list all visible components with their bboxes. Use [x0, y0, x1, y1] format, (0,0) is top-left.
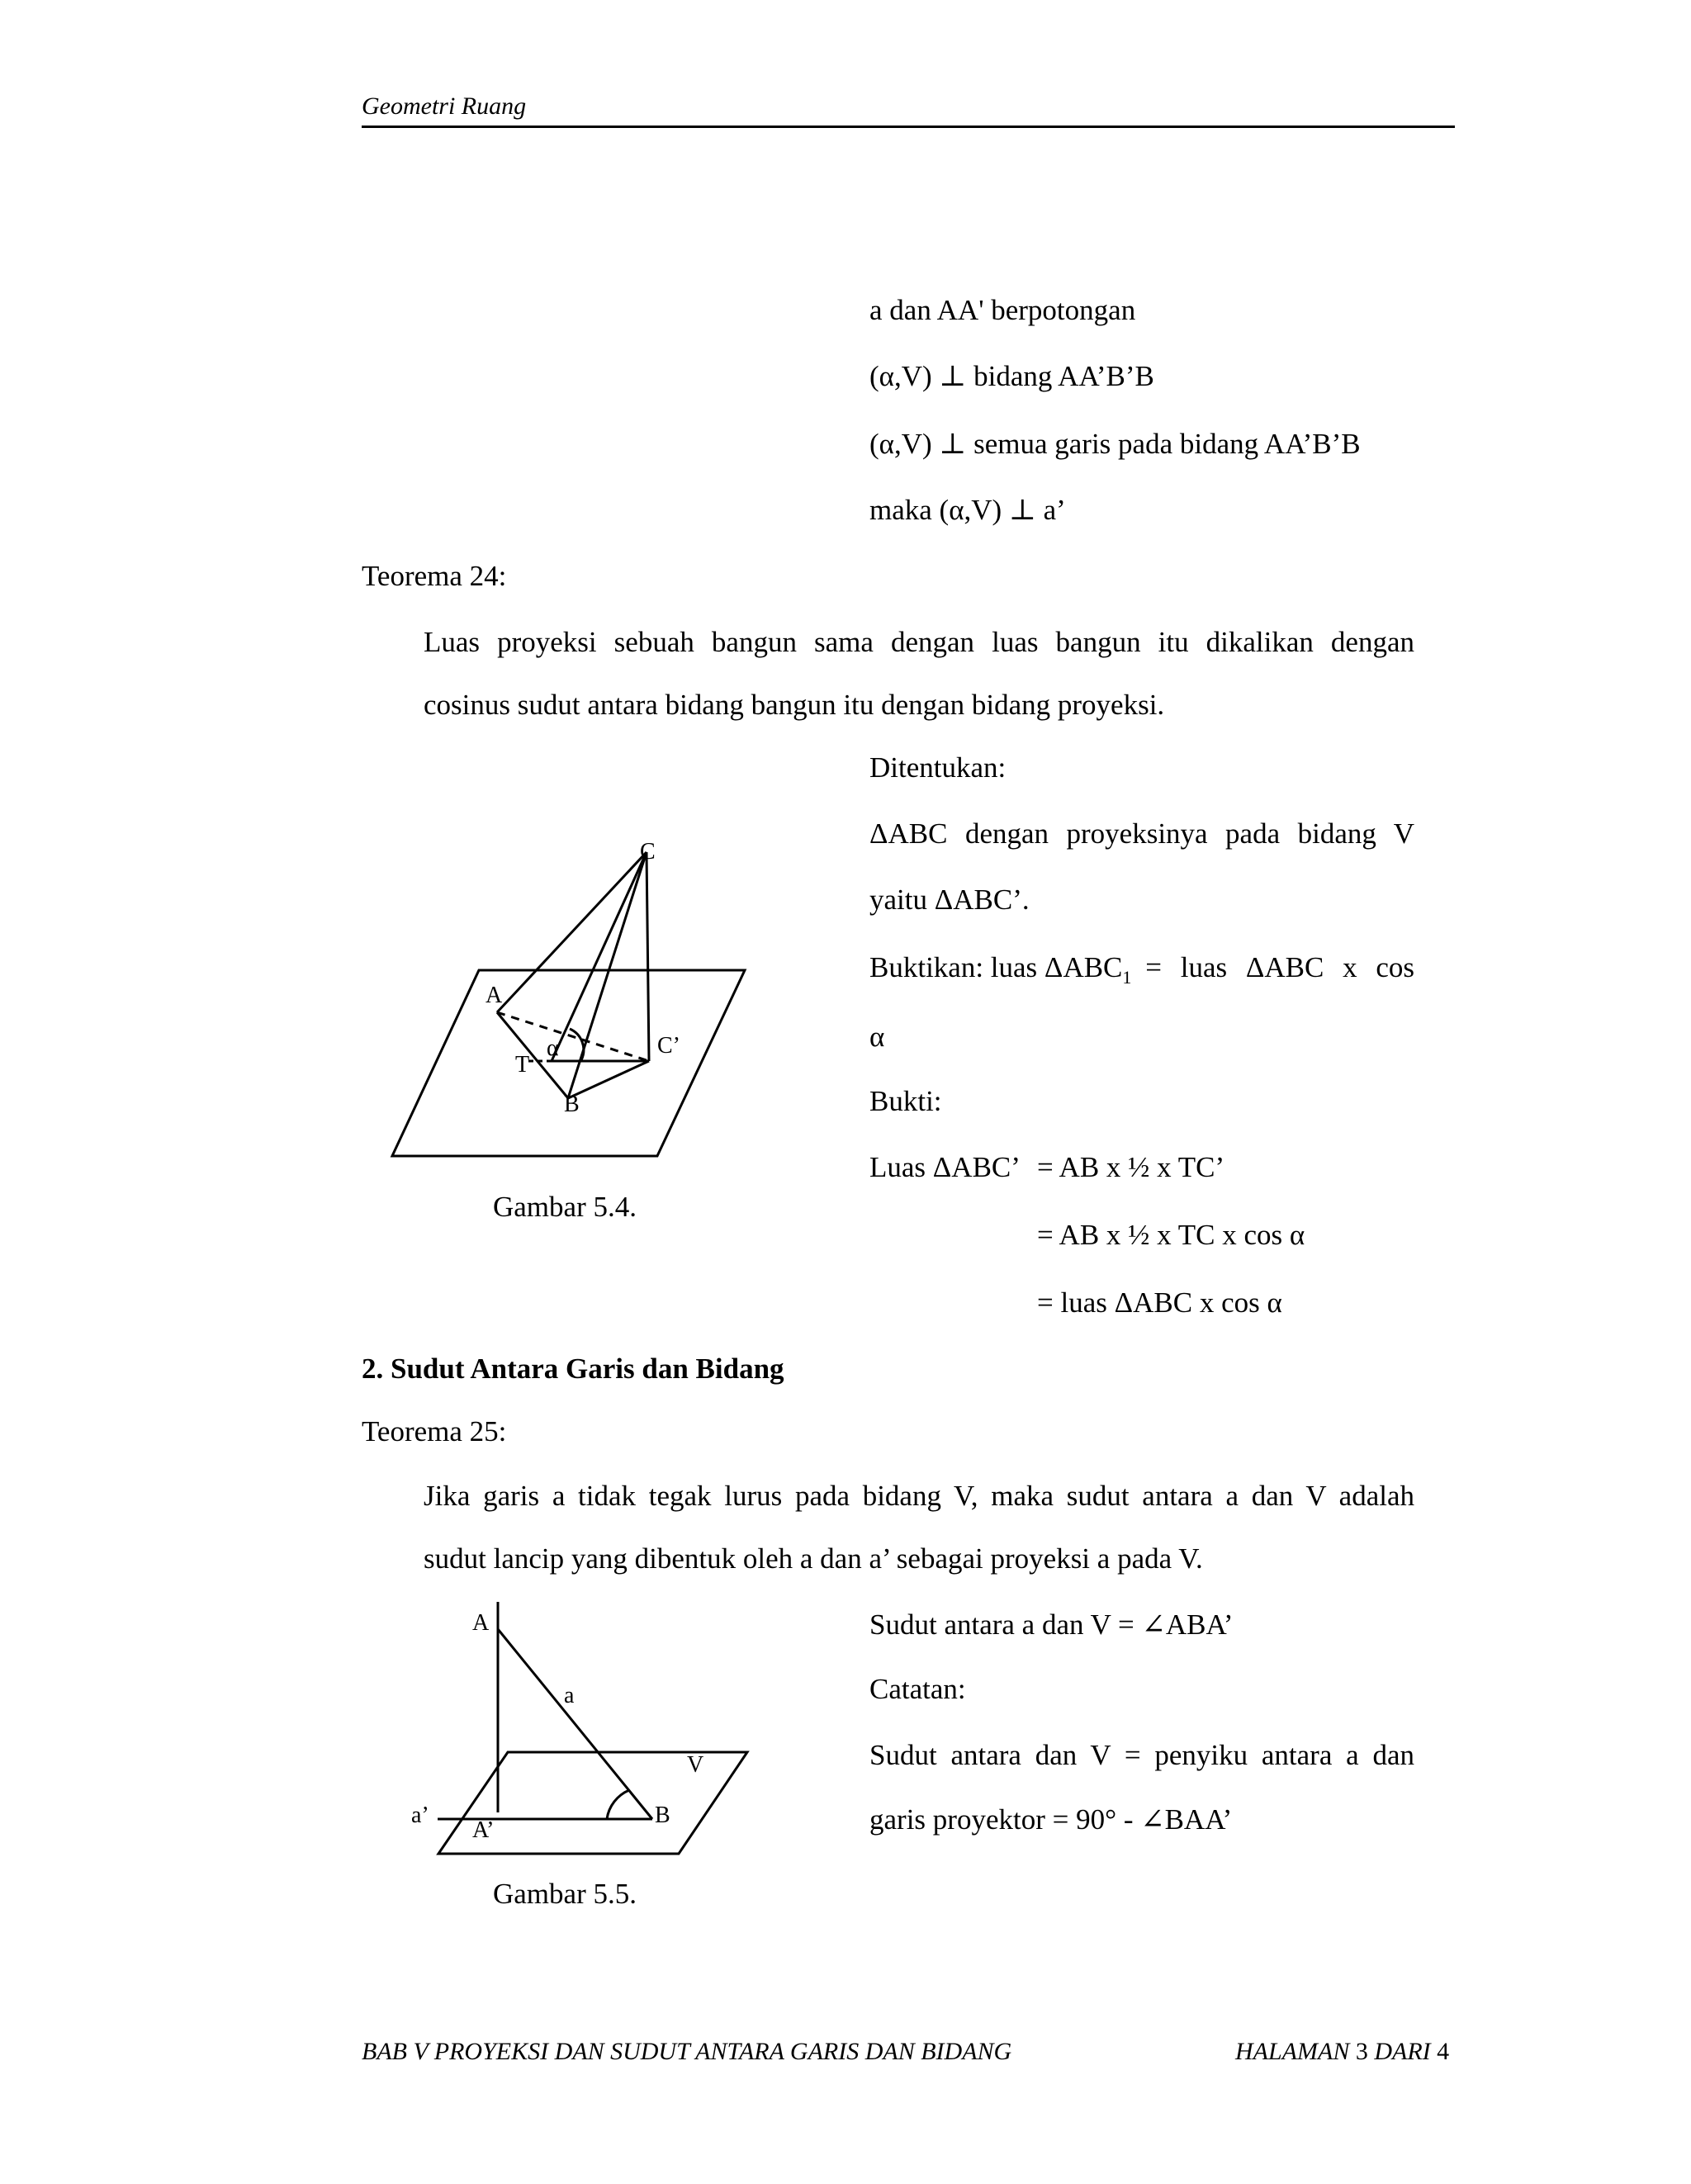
- prove-rhs: = luas ΔABC x cos: [1145, 951, 1414, 983]
- label-v: V: [687, 1752, 704, 1778]
- edge-ca: [497, 852, 647, 1012]
- footer-page-number: 3: [1355, 2038, 1368, 2065]
- proof-line-1: a dan AA' berpotongan: [869, 294, 1136, 326]
- given-line-2: yaitu ΔABC’.: [869, 884, 1030, 916]
- proof-lhs: Luas ΔABC’: [869, 1151, 1021, 1183]
- figure-5-4-caption: Gambar 5.4.: [493, 1191, 637, 1223]
- proof-line-3: (α,V) ⊥ semua garis pada bidang AA’B’B: [869, 428, 1361, 460]
- proof-label: Bukti:: [869, 1085, 942, 1117]
- label-c: C: [640, 839, 656, 865]
- label-a-prime-point: A’: [472, 1817, 495, 1843]
- prove-lhs: Buktikan: luas $\Delta ABC_1$: [869, 951, 1132, 988]
- proof-row-3: = luas ΔABC x cos α: [1037, 1286, 1282, 1319]
- catatan-label: Catatan:: [869, 1673, 966, 1705]
- label-alpha: α: [547, 1035, 559, 1061]
- prove-line-2: α: [869, 1021, 885, 1053]
- label-a: A: [486, 983, 503, 1008]
- label-a-point: A: [472, 1610, 490, 1636]
- teorema-25-statement-line-1: Jika garis a tidak tegak lurus pada bidang V, maka sudut antara a dan V adalah: [424, 1480, 1414, 1512]
- catatan-line-2: garis proyektor = 90° - ∠BAA’: [869, 1803, 1233, 1836]
- footer-chapter: BAB V PROYEKSI DAN SUDUT ANTARA GARIS DAN BIDANG: [362, 2038, 1012, 2065]
- label-a-prime-line: a’: [411, 1803, 429, 1828]
- plane-v: [392, 970, 745, 1156]
- proof-line-2: (α,V) ⊥ bidang AA’B’B: [869, 360, 1154, 392]
- footer-page-info: [1235, 2038, 1449, 2066]
- angle-definition: Sudut antara a dan V = ∠ABA’: [869, 1608, 1234, 1641]
- teorema-24-statement-line-2: cosinus sudut antara bidang bangun itu dengan bidang proyeksi.: [424, 689, 1165, 721]
- label-b-point: B: [655, 1803, 670, 1828]
- given-label: Ditentukan:: [869, 751, 1007, 784]
- edge-ct: [552, 852, 647, 1061]
- footer-page-prefix: HALAMAN: [1235, 2038, 1350, 2065]
- footer-page-total: 4: [1437, 2038, 1450, 2065]
- teorema-24-heading: Teorema 24:: [362, 560, 507, 592]
- label-t: T: [515, 1052, 530, 1078]
- running-header: Geometri Ruang: [362, 92, 527, 120]
- proof-line-4: maka (α,V) ⊥ a’: [869, 494, 1066, 526]
- teorema-25-statement-line-2: sudut lancip yang dibentuk oleh a dan a’ sebagai proyeksi a pada V.: [424, 1542, 1203, 1575]
- proof-row-1: = AB x ½ x TC’: [1037, 1151, 1225, 1183]
- angle-arc: [607, 1790, 629, 1819]
- label-b: B: [564, 1092, 580, 1117]
- teorema-24-statement-line-1: Luas proyeksi sebuah bangun sama dengan luas bangun itu dikalikan dengan: [424, 626, 1414, 658]
- proof-row-2: = AB x ½ x TC x cos α: [1037, 1219, 1305, 1251]
- label-c-prime: C’: [657, 1033, 680, 1059]
- figure-5-5-caption: Gambar 5.5.: [493, 1878, 637, 1910]
- edge-ccp: [647, 852, 649, 1061]
- section-2-heading: 2. Sudut Antara Garis dan Bidang: [362, 1353, 784, 1385]
- given-line-1: ΔABC dengan proyeksinya pada bidang V: [869, 817, 1414, 850]
- edge-bcp: [568, 1061, 649, 1098]
- footer-page-mid: DARI: [1374, 2038, 1431, 2065]
- catatan-line-1: Sudut antara dan V = penyiku antara a dan: [869, 1739, 1414, 1771]
- teorema-25-heading: Teorema 25:: [362, 1415, 507, 1447]
- label-a-line: a: [564, 1683, 575, 1708]
